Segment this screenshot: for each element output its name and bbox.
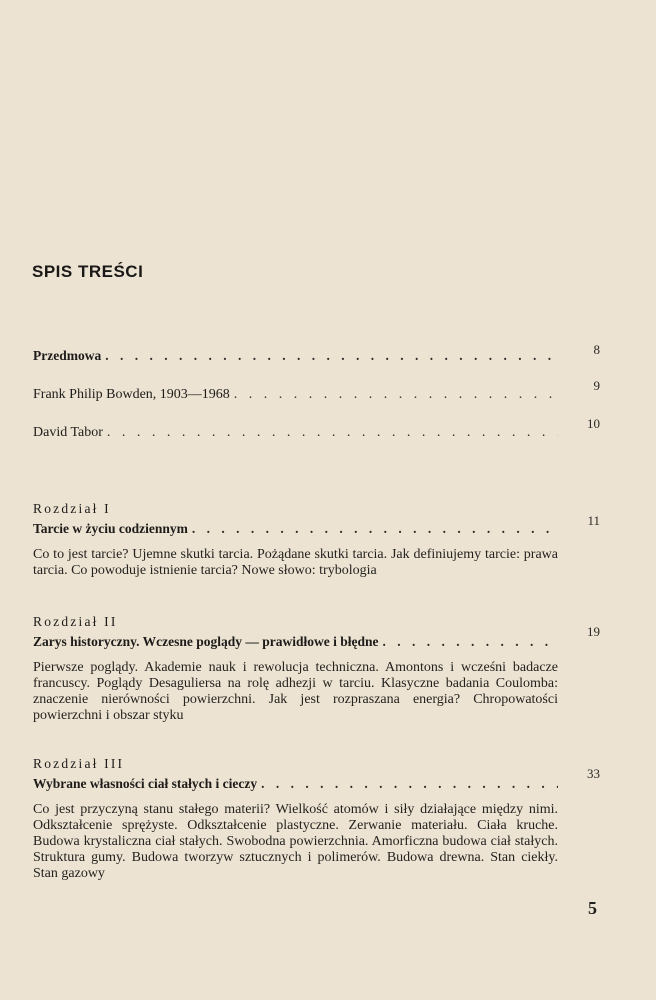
toc-page-number: 11 <box>587 513 600 528</box>
dot-leader <box>261 776 558 792</box>
chapter-description: Co to jest tarcie? Ujemne skutki tarcia. Pożądane skutki tarcia. Jak definiujemy tarcie: prawa tarcia. Co powoduje istnienie tarcia? Nowe słowo: trybologia <box>33 547 558 578</box>
dot-leader <box>107 425 558 441</box>
toc-chapter-3 <box>33 756 558 882</box>
toc-entry-title: Przedmowa <box>33 348 102 363</box>
chapter-description: Co jest przyczyną stanu stałego materii? Wielkość atomów i siły działające między nimi. Odkształcenie sprężyste. Odkształcenie plastyczne. Zerwanie materiału. Ciała kruche. Budowa krystaliczna ciał stałych. Swobodna powierzchnia. Amorficzna budowa ciał stałych. Struktura gumy. Budowa tworzyw sztucznych i polimerów. Budowa drewna. Stan ciekły. Stan gazowy <box>33 802 558 881</box>
toc-page-number: 33 <box>587 766 600 781</box>
dot-leader <box>105 348 558 364</box>
toc-entry-title: David Tabor <box>33 425 103 440</box>
chapter-title: Tarcie w życiu codziennym <box>33 521 188 536</box>
toc-page-number: 19 <box>587 624 600 639</box>
toc-chapter-2 <box>33 614 558 724</box>
toc-entry-title: Frank Philip Bowden, 1903—1968 <box>33 387 230 402</box>
chapter-label: Rozdział III <box>33 756 125 771</box>
toc-heading: SPIS TREŚCI <box>32 262 144 281</box>
chapter-title: Wybrane własności ciał stałych i cieczy <box>33 776 258 791</box>
toc-chapter-1 <box>33 501 558 579</box>
chapter-title: Zarys historyczny. Wczesne poglądy — prawidłowe i błędne <box>33 634 379 649</box>
chapter-label: Rozdział I <box>33 501 111 516</box>
page-folio-number: 5 <box>588 898 597 918</box>
toc-entry-bowden <box>33 387 558 403</box>
toc-entry-preface <box>33 348 558 364</box>
toc-page-number: 10 <box>587 416 600 431</box>
dot-leader <box>192 521 558 537</box>
toc-entry-tabor <box>33 425 558 441</box>
chapter-label: Rozdział II <box>33 614 118 629</box>
chapter-description: Pierwsze poglądy. Akademie nauk i rewolucja techniczna. Amontons i wcześni badacze francuscy. Poglądy Desaguliersa na rolę adhezji w tarciu. Klasyczne badania Coulomba: znaczenie nierówności powierzchni. Jak jest rozpraszana energia? Chropowatości powierzchni i obszar styku <box>33 660 558 723</box>
dot-leader <box>234 387 558 403</box>
dot-leader <box>383 634 558 650</box>
toc-page-number: 8 <box>593 342 600 357</box>
toc-page-number: 9 <box>593 378 600 393</box>
